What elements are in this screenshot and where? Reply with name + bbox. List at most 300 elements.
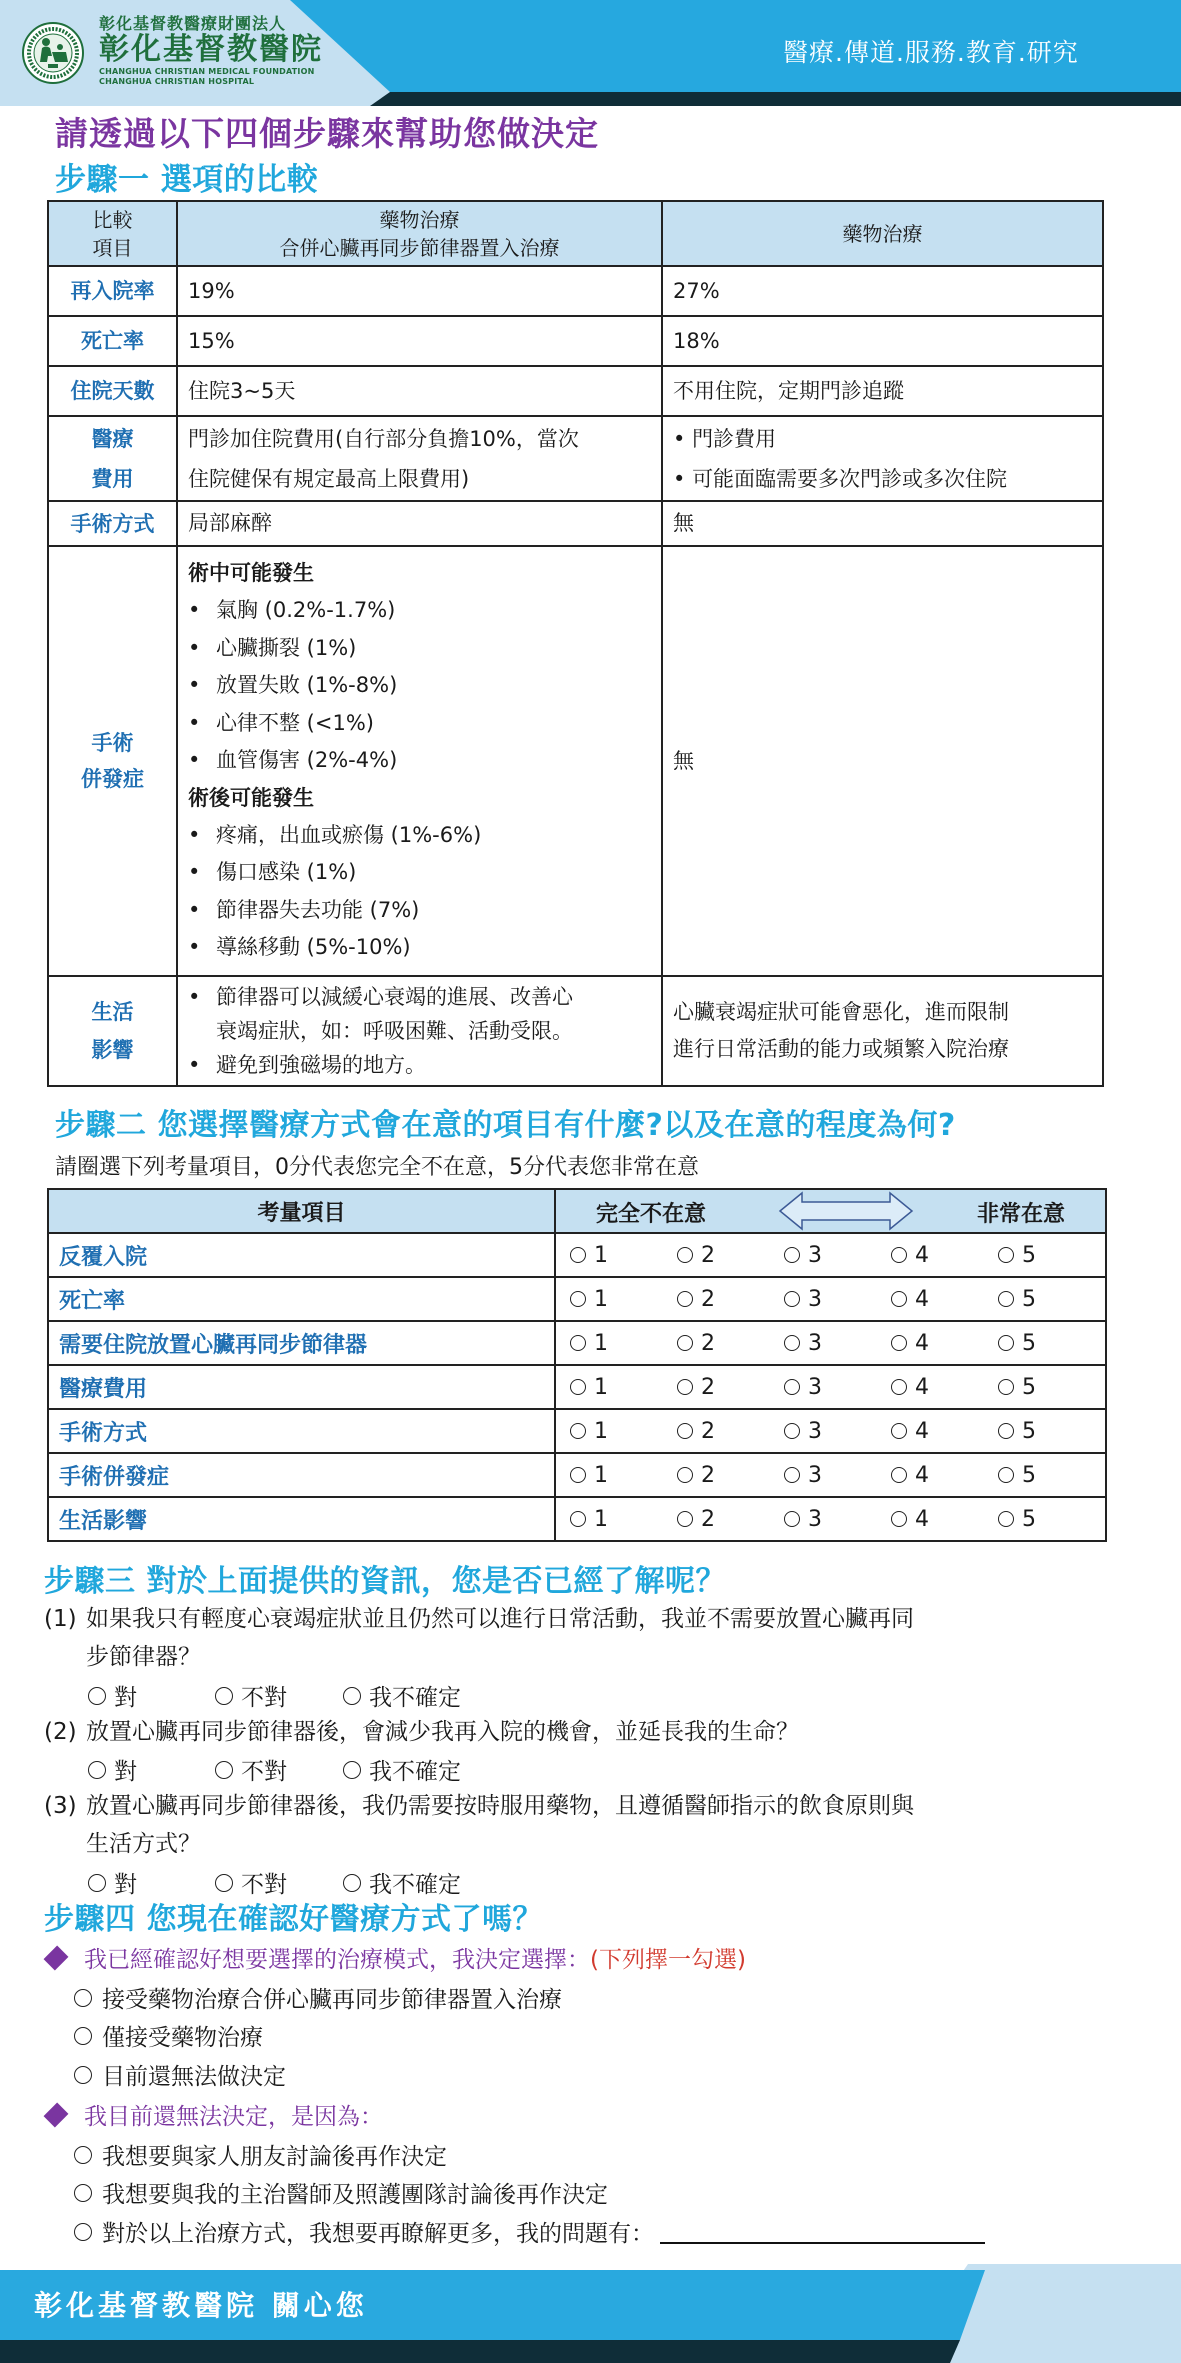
rating-header-row xyxy=(48,1189,1106,1233)
question-line xyxy=(44,1787,914,1825)
rating-option-label: 5 xyxy=(1022,1330,1036,1356)
rating-option-5[interactable] xyxy=(998,1243,1105,1268)
list-item-text: 疼痛，出血或瘀傷 (1%-6%) xyxy=(216,822,482,847)
option-b-life-impact xyxy=(662,976,1103,1086)
question-number: (2) xyxy=(44,1719,77,1745)
radio-circle-icon[interactable] xyxy=(215,1874,233,1892)
radio-circle-icon[interactable] xyxy=(677,1291,693,1307)
question-number: (1) xyxy=(44,1606,77,1632)
bullet-icon: • xyxy=(188,748,201,773)
diamond-bullet-icon xyxy=(44,1945,69,1970)
list-item xyxy=(188,630,661,668)
rating-option-4[interactable] xyxy=(891,1331,998,1356)
radio-circle-icon[interactable] xyxy=(998,1379,1014,1395)
undecided-reason-option[interactable] xyxy=(74,2138,447,2171)
radio-circle-icon[interactable] xyxy=(88,1874,106,1892)
radio-circle-icon[interactable] xyxy=(570,1291,586,1307)
question-answer-blank[interactable] xyxy=(660,2220,985,2244)
table-row xyxy=(48,266,1103,316)
option-a-value: 19% xyxy=(177,266,662,316)
rating-option-4[interactable] xyxy=(891,1419,998,1444)
rating-option-3[interactable] xyxy=(784,1463,891,1488)
org-english-name-1: CHANGHUA CHRISTIAN MEDICAL FOUNDATION xyxy=(99,67,315,76)
answer-label: 我不確定 xyxy=(369,1685,461,1711)
importance-rating-table xyxy=(47,1188,1107,1542)
radio-circle-icon[interactable] xyxy=(784,1247,800,1263)
radio-circle-icon[interactable] xyxy=(343,1761,361,1779)
list-item xyxy=(188,817,661,855)
header-consideration-item: 考量項目 xyxy=(48,1189,555,1233)
header-item-line2: 項目 xyxy=(92,235,133,260)
bullet-icon: • xyxy=(188,984,201,1009)
rating-option-2[interactable] xyxy=(677,1243,784,1268)
option-a-value: 局部麻醉 xyxy=(177,501,662,546)
radio-circle-icon[interactable] xyxy=(343,1687,361,1705)
hospital-seal-icon xyxy=(22,22,84,84)
list-item xyxy=(188,892,661,930)
step2-heading: 步驟二 您選擇醫療方式會在意的項目有什麼?以及在意的程度為何? xyxy=(55,1108,956,1143)
rating-option-5[interactable] xyxy=(998,1463,1105,1488)
comparison-header-row xyxy=(48,201,1103,266)
footer-text: 彰化基督教醫院 關心您 xyxy=(34,2289,368,2322)
rating-option-label: 2 xyxy=(701,1242,715,1268)
consideration-item-label: 醫療費用 xyxy=(48,1365,555,1409)
question-1-answers xyxy=(88,1679,461,1712)
table-row xyxy=(48,976,1103,1086)
rating-options xyxy=(555,1409,1106,1453)
question-3 xyxy=(44,1787,914,1863)
list-item-text: 避免到強磁場的地方。 xyxy=(216,1052,426,1077)
rating-option-label: 4 xyxy=(915,1242,929,1268)
radio-circle-icon[interactable] xyxy=(677,1335,693,1351)
radio-circle-icon[interactable] xyxy=(570,1379,586,1395)
list-item-text: 血管傷害 (2%-4%) xyxy=(216,748,398,773)
decided-prompt-text: 我已經確認好想要選擇的治療模式，我決定選擇： xyxy=(84,1947,590,1973)
rating-option-4[interactable] xyxy=(891,1375,998,1400)
step1-heading: 步驟一 選項的比較 xyxy=(55,162,319,198)
option-b-value: 無 xyxy=(662,546,1103,976)
radio-circle-icon[interactable] xyxy=(74,2184,92,2202)
undecided-reason-label: 對於以上治療方式，我想要再瞭解更多，我的問題有： xyxy=(102,2221,654,2247)
rating-option-5[interactable] xyxy=(998,1507,1105,1532)
answer-label: 對 xyxy=(114,1872,137,1898)
radio-circle-icon[interactable] xyxy=(74,2223,92,2241)
rating-option-label: 2 xyxy=(701,1506,715,1532)
row-label-line: 影響 xyxy=(91,1038,134,1062)
radio-circle-icon[interactable] xyxy=(891,1379,907,1395)
rating-scale xyxy=(556,1507,1105,1532)
rating-option-5[interactable] xyxy=(998,1419,1105,1444)
rating-options xyxy=(555,1233,1106,1277)
row-label-line: 生活 xyxy=(91,1000,134,1024)
answer-label: 我不確定 xyxy=(369,1872,461,1898)
rating-option-3[interactable] xyxy=(784,1419,891,1444)
radio-circle-icon[interactable] xyxy=(784,1291,800,1307)
rating-row xyxy=(48,1233,1106,1277)
question-text: 如果我只有輕度心衰竭症狀並且仍然可以進行日常活動，我並不需要放置心臟再同 xyxy=(86,1606,914,1632)
rating-option-1[interactable] xyxy=(570,1375,677,1400)
option-a-complications xyxy=(177,546,662,976)
undecided-reason-label: 我想要與家人朋友討論後再作決定 xyxy=(102,2144,447,2170)
answer-label: 我不確定 xyxy=(369,1759,461,1785)
rating-option-label: 1 xyxy=(594,1462,608,1488)
rating-option-label: 4 xyxy=(915,1418,929,1444)
rating-option-label: 1 xyxy=(594,1242,608,1268)
header-slogan: 醫療.傳道.服務.教育.研究 xyxy=(783,38,1079,67)
decision-option[interactable] xyxy=(74,1981,562,2014)
radio-circle-icon[interactable] xyxy=(570,1247,586,1263)
scale-high-label: 非常在意 xyxy=(976,1202,1065,1227)
rating-option-label: 3 xyxy=(808,1462,822,1488)
rating-row xyxy=(48,1365,1106,1409)
row-label xyxy=(48,976,177,1086)
radio-circle-icon[interactable] xyxy=(891,1247,907,1263)
radio-circle-icon[interactable] xyxy=(784,1467,800,1483)
list-item xyxy=(188,1048,661,1083)
radio-circle-icon[interactable] xyxy=(88,1761,106,1779)
rating-option-label: 2 xyxy=(701,1374,715,1400)
rating-option-3[interactable] xyxy=(784,1243,891,1268)
row-label: 住院天數 xyxy=(48,366,177,416)
option-a-value: 15% xyxy=(177,316,662,366)
rating-option-label: 1 xyxy=(594,1374,608,1400)
rating-option-label: 4 xyxy=(915,1330,929,1356)
org-name: 彰化基督教醫院 xyxy=(99,32,323,67)
rating-option-5[interactable] xyxy=(998,1287,1105,1312)
after-surgery-title: 術後可能發生 xyxy=(188,785,314,810)
radio-circle-icon[interactable] xyxy=(74,2027,92,2045)
rating-option-label: 3 xyxy=(808,1286,822,1312)
answer-label: 對 xyxy=(114,1685,137,1711)
bullet-icon: • xyxy=(188,897,201,922)
rating-option-label: 2 xyxy=(701,1418,715,1444)
answer-label: 不對 xyxy=(241,1872,287,1898)
radio-circle-icon[interactable] xyxy=(677,1467,693,1483)
rating-options xyxy=(555,1321,1106,1365)
radio-circle-icon[interactable] xyxy=(215,1761,233,1779)
bullet-icon: • xyxy=(188,635,201,660)
rating-option-label: 2 xyxy=(701,1330,715,1356)
list-item-text: 傷口感染 (1%) xyxy=(216,860,357,885)
undecided-reason-label: 我想要與我的主治醫師及照護團隊討論後再作決定 xyxy=(102,2182,608,2208)
hospital-logo-text xyxy=(99,14,323,87)
row-label-line: 費用 xyxy=(91,466,134,491)
rating-option-4[interactable] xyxy=(891,1507,998,1532)
rating-row xyxy=(48,1453,1106,1497)
radio-circle-icon[interactable] xyxy=(998,1291,1014,1307)
rating-option-1[interactable] xyxy=(570,1331,677,1356)
value-text: 可能面臨需要多次門診或多次住院 xyxy=(692,466,1008,491)
radio-circle-icon[interactable] xyxy=(891,1335,907,1351)
rating-option-label: 1 xyxy=(594,1506,608,1532)
during-surgery-title: 術中可能發生 xyxy=(188,561,314,586)
rating-option-2[interactable] xyxy=(677,1507,784,1532)
option-b-value: 18% xyxy=(662,316,1103,366)
list-item-text-line: 節律器可以減緩心衰竭的進展、改善心 xyxy=(216,984,573,1009)
undecided-prompt-text: 我目前還無法決定，是因為： xyxy=(84,2104,383,2130)
radio-circle-icon[interactable] xyxy=(570,1511,586,1527)
radio-circle-icon[interactable] xyxy=(570,1467,586,1483)
question-2 xyxy=(44,1713,799,1751)
row-label: 死亡率 xyxy=(48,316,177,366)
org-english-name-2: CHANGHUA CHRISTIAN HOSPITAL xyxy=(99,77,255,86)
undecided-prompt xyxy=(44,2098,383,2131)
answer-true[interactable] xyxy=(88,1753,215,1786)
rating-option-3[interactable] xyxy=(784,1507,891,1532)
rating-options xyxy=(555,1497,1106,1541)
question-line xyxy=(44,1600,914,1638)
radio-circle-icon[interactable] xyxy=(998,1467,1014,1483)
rating-scale xyxy=(556,1375,1105,1400)
rating-option-1[interactable] xyxy=(570,1507,677,1532)
rating-option-label: 1 xyxy=(594,1330,608,1356)
answer-true[interactable] xyxy=(88,1679,215,1712)
header-item xyxy=(48,201,177,266)
bullet-icon: • xyxy=(188,710,201,735)
bullet-icon: • xyxy=(188,1052,201,1077)
radio-circle-icon[interactable] xyxy=(998,1423,1014,1439)
radio-circle-icon[interactable] xyxy=(677,1247,693,1263)
rating-option-1[interactable] xyxy=(570,1243,677,1268)
rating-option-2[interactable] xyxy=(677,1463,784,1488)
question-line xyxy=(44,1713,799,1751)
rating-options xyxy=(555,1277,1106,1321)
rating-option-2[interactable] xyxy=(677,1331,784,1356)
answer-label: 不對 xyxy=(241,1685,287,1711)
radio-circle-icon[interactable] xyxy=(88,1687,106,1705)
question-text: 放置心臟再同步節律器後，我仍需要按時服用藥物，且遵循醫師指示的飲食原則與 xyxy=(86,1793,914,1819)
radio-circle-icon[interactable] xyxy=(784,1379,800,1395)
header-item-line1: 比較 xyxy=(92,207,133,232)
rating-option-label: 3 xyxy=(808,1506,822,1532)
question-text-continued: 步節律器？ xyxy=(86,1644,201,1670)
rating-option-5[interactable] xyxy=(998,1375,1105,1400)
page-title: 請透過以下四個步驟來幫助您做決定 xyxy=(55,114,599,153)
rating-row xyxy=(48,1409,1106,1453)
answer-label: 對 xyxy=(114,1759,137,1785)
rating-option-3[interactable] xyxy=(784,1331,891,1356)
bullet-icon: • xyxy=(188,935,201,960)
question-text-continued: 生活方式？ xyxy=(86,1831,201,1857)
rating-option-1[interactable] xyxy=(570,1287,677,1312)
rating-option-1[interactable] xyxy=(570,1463,677,1488)
radio-circle-icon[interactable] xyxy=(891,1467,907,1483)
radio-circle-icon[interactable] xyxy=(891,1291,907,1307)
bullet-icon: • xyxy=(188,860,201,885)
rating-option-2[interactable] xyxy=(677,1419,784,1444)
step4-heading: 步驟四 您現在確認好醫療方式了嗎？ xyxy=(44,1902,543,1937)
decided-prompt xyxy=(44,1941,746,1974)
consideration-item-label: 死亡率 xyxy=(48,1277,555,1321)
rating-option-3[interactable] xyxy=(784,1287,891,1312)
decision-option[interactable] xyxy=(74,2058,286,2091)
rating-scale xyxy=(556,1419,1105,1444)
rating-option-label: 3 xyxy=(808,1418,822,1444)
radio-circle-icon[interactable] xyxy=(74,1989,92,2007)
rating-option-label: 3 xyxy=(808,1374,822,1400)
decision-option-label: 接受藥物治療合併心臟再同步節律器置入治療 xyxy=(102,1987,562,2013)
list-item-text: 心臟撕裂 (1%) xyxy=(216,635,357,660)
rating-option-label: 5 xyxy=(1022,1242,1036,1268)
table-row xyxy=(48,366,1103,416)
value-text: 門診費用 xyxy=(692,426,777,451)
rating-scale xyxy=(556,1243,1105,1268)
step3-heading: 步驟三 對於上面提供的資訊，您是否已經了解呢？ xyxy=(44,1564,726,1599)
rating-option-4[interactable] xyxy=(891,1243,998,1268)
rating-option-label: 1 xyxy=(594,1286,608,1312)
value-line: 進行日常活動的能力或頻繁入院治療 xyxy=(673,1037,1009,1061)
row-label: 再入院率 xyxy=(48,266,177,316)
value-line: 門診加住院費用(自行部分負擔10%，當次 xyxy=(188,426,579,451)
radio-circle-icon[interactable] xyxy=(677,1423,693,1439)
step2-instruction: 請圈選下列考量項目，0分代表您完全不在意，5分代表您非常在意 xyxy=(55,1155,699,1180)
row-label-line: 手術 xyxy=(91,731,134,755)
radio-circle-icon[interactable] xyxy=(74,2066,92,2084)
answer-false[interactable] xyxy=(215,1679,343,1712)
radio-circle-icon[interactable] xyxy=(784,1511,800,1527)
rating-option-label: 3 xyxy=(808,1330,822,1356)
rating-options xyxy=(555,1453,1106,1497)
list-item xyxy=(188,929,661,967)
decision-option-label: 目前還無法做決定 xyxy=(102,2064,286,2090)
option-a-value xyxy=(177,416,662,501)
rating-option-4[interactable] xyxy=(891,1463,998,1488)
table-row xyxy=(48,316,1103,366)
value-line: • 門診費用 xyxy=(673,426,777,451)
rating-option-label: 4 xyxy=(915,1462,929,1488)
list-item xyxy=(188,742,661,780)
radio-circle-icon[interactable] xyxy=(343,1874,361,1892)
answer-unsure[interactable] xyxy=(343,1679,461,1712)
header-option-a xyxy=(177,201,662,266)
list-item xyxy=(188,705,661,743)
rating-option-label: 2 xyxy=(701,1462,715,1488)
list-item-text: 放置失敗 (1%-8%) xyxy=(216,673,398,698)
question-2-answers xyxy=(88,1753,461,1786)
bullet-icon: • xyxy=(188,822,201,847)
decision-option-label: 僅接受藥物治療 xyxy=(102,2025,263,2051)
rating-option-label: 5 xyxy=(1022,1374,1036,1400)
rating-option-label: 5 xyxy=(1022,1506,1036,1532)
consideration-item-label: 手術方式 xyxy=(48,1409,555,1453)
rating-option-4[interactable] xyxy=(891,1287,998,1312)
answer-false[interactable] xyxy=(215,1753,343,1786)
list-item-text xyxy=(216,980,573,1048)
list-item-text: 節律器失去功能 (7%) xyxy=(216,897,420,922)
rating-row xyxy=(48,1277,1106,1321)
radio-circle-icon[interactable] xyxy=(570,1335,586,1351)
radio-circle-icon[interactable] xyxy=(784,1335,800,1351)
rating-option-label: 3 xyxy=(808,1242,822,1268)
decision-option[interactable] xyxy=(74,2019,263,2052)
value-line: 住院健保有規定最高上限費用) xyxy=(188,466,470,491)
radio-circle-icon[interactable] xyxy=(215,1687,233,1705)
radio-circle-icon[interactable] xyxy=(891,1511,907,1527)
row-label-line: 醫療 xyxy=(91,426,134,451)
option-b-value: 不用住院，定期門診追蹤 xyxy=(662,366,1103,416)
undecided-reason-option[interactable] xyxy=(74,2215,985,2248)
rating-scale xyxy=(556,1331,1105,1356)
org-small-name: 彰化基督教醫療財團法人 xyxy=(99,14,287,33)
question-1 xyxy=(44,1600,914,1676)
consideration-item-label: 生活影響 xyxy=(48,1497,555,1541)
value-line: 心臟衰竭症狀可能會惡化，進而限制 xyxy=(673,1000,1009,1024)
list-item-text-line: 衰竭症狀，如：呼吸困難、活動受限。 xyxy=(216,1018,573,1043)
row-label xyxy=(48,546,177,976)
rating-scale xyxy=(556,1463,1105,1488)
header-option-b: 藥物治療 xyxy=(662,201,1103,266)
radio-circle-icon[interactable] xyxy=(570,1423,586,1439)
rating-option-label: 4 xyxy=(915,1374,929,1400)
undecided-reason-option[interactable] xyxy=(74,2176,608,2209)
list-item xyxy=(188,854,661,892)
rating-option-2[interactable] xyxy=(677,1287,784,1312)
list-item xyxy=(188,980,661,1048)
radio-circle-icon[interactable] xyxy=(998,1335,1014,1351)
row-label xyxy=(48,416,177,501)
radio-circle-icon[interactable] xyxy=(677,1511,693,1527)
radio-circle-icon[interactable] xyxy=(998,1247,1014,1263)
header-option-a-line1: 藥物治療 xyxy=(379,207,460,232)
list-item xyxy=(188,592,661,630)
value-line: • 可能面臨需要多次門診或多次住院 xyxy=(673,466,1008,491)
option-b-value: 27% xyxy=(662,266,1103,316)
rating-option-label: 5 xyxy=(1022,1286,1036,1312)
bullet-icon: • xyxy=(188,673,201,698)
double-arrow-icon xyxy=(778,1191,914,1231)
rating-option-label: 2 xyxy=(701,1286,715,1312)
page-header xyxy=(0,0,1181,106)
rating-options xyxy=(555,1365,1106,1409)
radio-circle-icon[interactable] xyxy=(677,1379,693,1395)
comparison-table xyxy=(47,200,1104,1087)
rating-option-1[interactable] xyxy=(570,1419,677,1444)
consideration-item-label: 需要住院放置心臟再同步節律器 xyxy=(48,1321,555,1365)
list-item-text: 心律不整 (<1%) xyxy=(216,710,374,735)
option-b-value: 無 xyxy=(662,501,1103,546)
radio-circle-icon[interactable] xyxy=(784,1423,800,1439)
table-row xyxy=(48,501,1103,546)
rating-scale xyxy=(556,1287,1105,1312)
page-footer xyxy=(0,2264,1181,2363)
consideration-item-label: 反覆入院 xyxy=(48,1233,555,1277)
rating-option-label: 4 xyxy=(915,1286,929,1312)
radio-circle-icon[interactable] xyxy=(891,1423,907,1439)
list-item xyxy=(188,667,661,705)
rating-option-label: 4 xyxy=(915,1506,929,1532)
rating-option-5[interactable] xyxy=(998,1331,1105,1356)
rating-row xyxy=(48,1321,1106,1365)
table-row xyxy=(48,546,1103,976)
rating-option-label: 1 xyxy=(594,1418,608,1444)
row-label-line: 併發症 xyxy=(81,767,144,791)
row-label: 手術方式 xyxy=(48,501,177,546)
rating-option-label: 5 xyxy=(1022,1462,1036,1488)
scale-low-label: 完全不在意 xyxy=(596,1202,707,1227)
rating-option-2[interactable] xyxy=(677,1375,784,1400)
question-number: (3) xyxy=(44,1793,77,1819)
rating-option-3[interactable] xyxy=(784,1375,891,1400)
list-item-text: 導絲移動 (5%-10%) xyxy=(216,935,411,960)
radio-circle-icon[interactable] xyxy=(998,1511,1014,1527)
list-item-text: 氣胸 (0.2%-1.7%) xyxy=(216,598,396,623)
radio-circle-icon[interactable] xyxy=(74,2146,92,2164)
diamond-bullet-icon xyxy=(44,2102,69,2127)
consideration-item-label: 手術併發症 xyxy=(48,1453,555,1497)
option-a-value: 住院3~5天 xyxy=(177,366,662,416)
answer-unsure[interactable] xyxy=(343,1753,461,1786)
header-option-a-line2: 合併心臟再同步節律器置入治療 xyxy=(279,235,560,260)
